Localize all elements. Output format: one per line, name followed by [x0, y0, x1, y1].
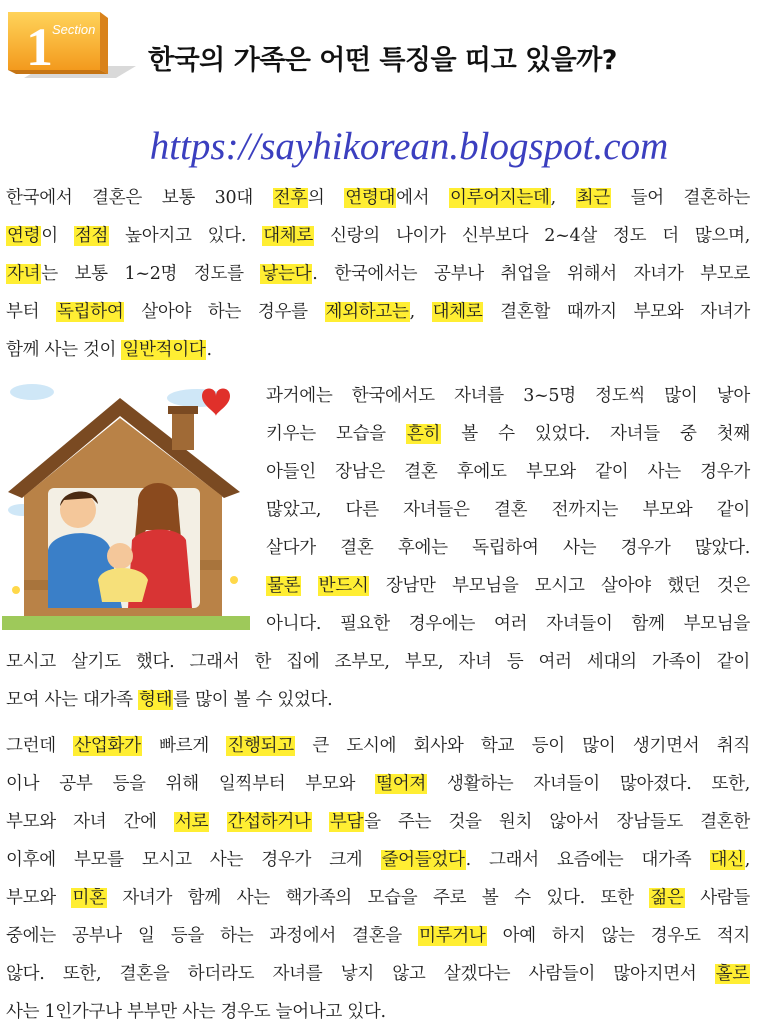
text-line [6, 262, 750, 286]
text-segment: 많았고, 다른 자녀들은 결혼 전까지는 부모와 같이 [266, 500, 750, 520]
highlighted-word: 전후 [273, 188, 307, 208]
highlighted-word: 형태 [139, 690, 173, 710]
text-line [6, 224, 750, 248]
text-segment [209, 812, 226, 832]
highlighted-word: 대체로 [432, 302, 483, 322]
text-segment: 아예 하지 않는 경우도 적지 [486, 926, 750, 946]
text-segment: . 한국에서는 공부나 취업을 위해서 자녀가 부모로 [312, 264, 750, 284]
highlighted-word: 일반적이다 [122, 340, 206, 360]
family-house-illustration [2, 380, 250, 630]
family-in-house-icon [2, 380, 250, 630]
text-line [6, 338, 750, 362]
section-badge-graphic [4, 8, 136, 88]
text-segment [301, 576, 317, 596]
highlighted-word: 진행되고 [227, 736, 294, 756]
text-segment: 을 주는 것을 원치 않아서 장남들도 결혼한 [364, 812, 751, 832]
text-segment: 부모와 자녀 간에 [6, 812, 175, 832]
text-segment: 과거에는 한국에서도 자녀를 3~5명 정도씩 많이 낳아 [266, 386, 750, 406]
text-segment: 신랑의 나이가 신부보다 2~4살 정도 더 많으며, [314, 226, 751, 246]
text-segment: 장남만 부모님을 모시고 살아야 했던 것은 [369, 576, 750, 596]
text-segment: 아들인 장남은 결혼 후에도 부모와 같이 사는 경우가 [266, 462, 750, 482]
text-line [6, 186, 750, 210]
highlighted-word: 줄어들었다 [381, 850, 465, 870]
highlighted-word: 점점 [74, 226, 109, 246]
highlighted-word: 독립하여 [57, 302, 124, 322]
text-segment: 자녀가 함께 사는 핵가족의 모습을 주로 볼 수 있다. 또한 [106, 888, 650, 908]
text-segment: 키우는 모습을 [266, 424, 406, 444]
text-segment: 사람들 [684, 888, 751, 908]
text-line [6, 962, 750, 986]
section-label: Section [52, 22, 96, 37]
text-segment: 를 많이 볼 수 있었다. [173, 690, 333, 710]
text-line [6, 688, 750, 712]
text-segment: 이 [41, 226, 74, 246]
section-number: 1 [26, 17, 53, 77]
highlighted-word: 서로 [175, 812, 209, 832]
page-title: 한국의 가족은 어떤 특징을 띠고 있을까? [148, 45, 617, 76]
highlighted-word: 젊은 [650, 888, 684, 908]
text-segment: . 그래서 요즘에는 대가족 [465, 850, 710, 870]
text-segment: 사는 1인가구나 부부만 사는 경우도 늘어나고 있다. [6, 1002, 386, 1022]
text-segment: 모여 사는 대가족 [6, 690, 139, 710]
text-segment: 그런데 [6, 736, 74, 756]
text-segment: 아니다. 필요한 경우에는 여러 자녀들이 함께 부모님을 [266, 614, 750, 634]
text-segment: 생활하는 자녀들이 많아졌다. 또한, [426, 774, 751, 794]
watermark-url: https://sayhikorean.blogspot.com [149, 125, 669, 168]
text-segment: 의 [307, 188, 345, 208]
text-segment: 않다. 또한, 결혼을 하더라도 자녀를 낳지 않고 살겠다는 사람들이 많아지면서 [6, 964, 715, 984]
text-segment: 살아야 하는 경우를 [124, 302, 325, 322]
text-segment [312, 812, 329, 832]
text-line [6, 300, 750, 324]
text-segment: 결혼할 때까지 부모와 자녀가 [483, 302, 750, 322]
text-segment: 는 보통 1~2명 정도를 [41, 264, 261, 284]
highlighted-word: 미혼 [72, 888, 106, 908]
text-line [266, 612, 750, 636]
text-line [266, 460, 750, 484]
text-line [266, 574, 750, 598]
text-line [266, 498, 750, 522]
highlighted-word: 떨어져 [376, 774, 426, 794]
text-segment: , [409, 302, 432, 322]
highlighted-word: 제외하고는 [325, 302, 409, 322]
highlighted-word: 이루어지는데 [450, 188, 550, 208]
highlighted-word: 낳는다 [261, 264, 312, 284]
highlighted-word: 반드시 [318, 576, 369, 596]
text-line [6, 886, 750, 910]
highlighted-word: 미루거나 [419, 926, 486, 946]
highlighted-word: 홀로 [715, 964, 749, 984]
text-segment: 중에는 공부나 일 등을 하는 과정에서 결혼을 [6, 926, 419, 946]
text-segment: . [206, 340, 212, 360]
highlighted-word: 물론 [267, 576, 301, 596]
text-segment: 이나 공부 등을 위해 일찍부터 부모와 [6, 774, 376, 794]
highlighted-word: 자녀 [7, 264, 41, 284]
text-segment: , [744, 850, 750, 870]
text-line [6, 924, 750, 948]
highlighted-word: 최근 [576, 188, 610, 208]
text-line [266, 536, 750, 560]
text-segment: 높아지고 있다. [109, 226, 263, 246]
text-line [6, 650, 750, 674]
text-segment: 이후에 부모를 모시고 사는 경우가 크게 [6, 850, 381, 870]
text-segment: 모시고 살기도 했다. 그래서 한 집에 조부모, 부모, 자녀 등 여러 세대의 가족이 같이 [6, 652, 750, 672]
section-badge [4, 8, 136, 88]
text-line [6, 1000, 750, 1024]
highlighted-word: 흔히 [406, 424, 441, 444]
highlighted-word: 대신 [710, 850, 744, 870]
text-line [6, 734, 750, 758]
text-segment: 살다가 결혼 후에는 독립하여 사는 경우가 많았다. [266, 538, 750, 558]
text-segment: 부터 [6, 302, 57, 322]
text-segment: 부모와 [6, 888, 72, 908]
text-segment: 빠르게 [141, 736, 227, 756]
text-line [6, 772, 750, 796]
highlighted-word: 연령대 [345, 188, 396, 208]
highlighted-word: 간섭하거나 [227, 812, 311, 832]
text-line [266, 422, 750, 446]
text-line [266, 384, 750, 408]
text-segment: 큰 도시에 회사와 학교 등이 많이 생기면서 취직 [294, 736, 751, 756]
text-segment: 들어 결혼하는 [610, 188, 750, 208]
text-segment: 한국에서 결혼은 보통 30대 [6, 188, 273, 208]
highlighted-word: 산업화가 [74, 736, 141, 756]
highlighted-word: 대체로 [263, 226, 314, 246]
text-line [6, 848, 750, 872]
text-segment: 에서 [396, 188, 450, 208]
highlighted-word: 연령 [7, 226, 41, 246]
text-line [6, 810, 750, 834]
highlighted-word: 부담 [329, 812, 364, 832]
text-segment: , [550, 188, 576, 208]
text-segment: 볼 수 있었다. 자녀들 중 첫째 [441, 424, 750, 444]
text-segment: 함께 사는 것이 [6, 340, 122, 360]
